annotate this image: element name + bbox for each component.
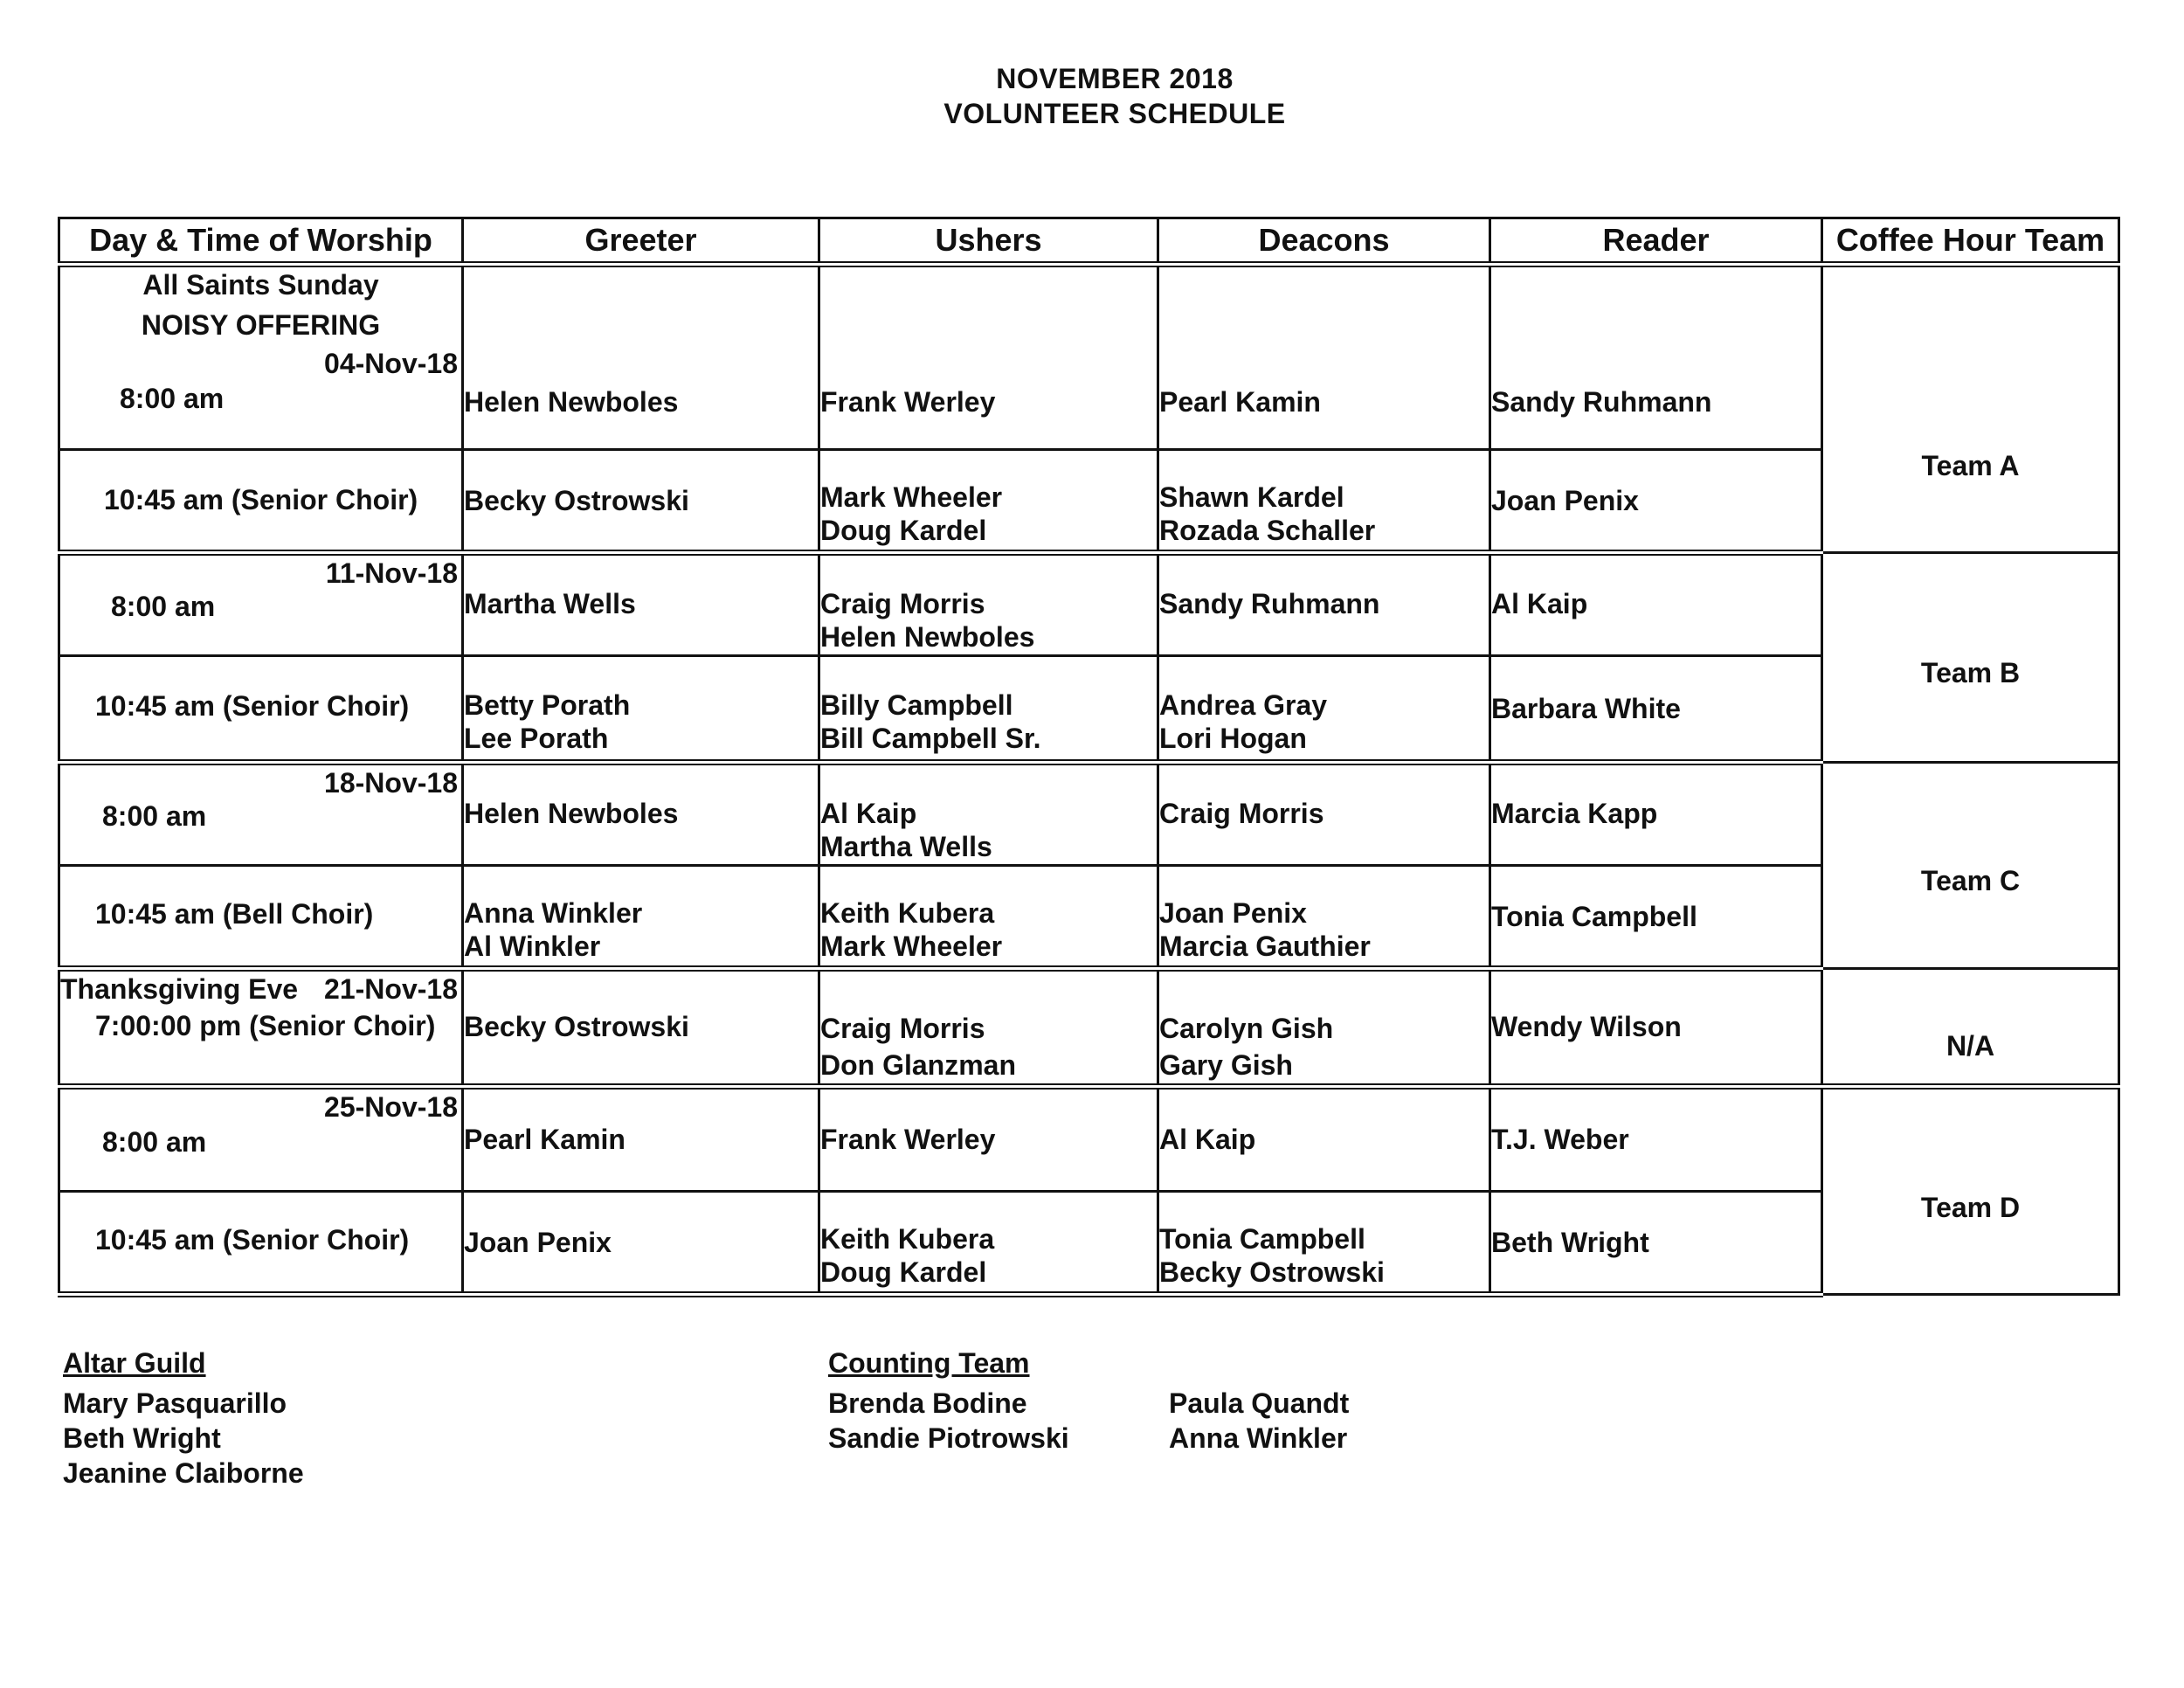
- volunteer-name: Marcia Gauthier: [1159, 930, 1371, 962]
- reader-cell: [1490, 763, 1822, 866]
- worship-day-time: [59, 866, 463, 969]
- event-name: All Saints Sunday: [142, 269, 379, 301]
- worship-day-time: [59, 656, 463, 763]
- volunteer-name: Barbara White: [1491, 692, 1681, 724]
- list-item: Anna Winkler: [1169, 1422, 1348, 1454]
- deacons-cell: [1158, 656, 1490, 763]
- service-date: 04-Nov-18: [324, 348, 458, 379]
- greeter-cell: [463, 450, 819, 553]
- worship-day-time: [59, 1087, 463, 1192]
- table-row: [59, 1087, 2119, 1192]
- volunteer-name: Sandy Ruhmann: [1491, 385, 1712, 418]
- ushers-cell: [819, 450, 1158, 553]
- header-coffee-hour-team: Coffee Hour Team: [1822, 218, 2119, 265]
- deacons-cell: [1158, 450, 1490, 553]
- coffee-hour-team-cell: Team D: [1822, 1087, 2119, 1295]
- header-greeter: Greeter: [463, 218, 819, 265]
- service-date: 11-Nov-18: [325, 557, 458, 589]
- table-row: [59, 553, 2119, 656]
- volunteer-name: Craig Morris: [820, 588, 985, 619]
- coffee-hour-team-cell: Team C: [1822, 763, 2119, 969]
- ushers-cell: [819, 763, 1158, 866]
- list-item: Sandie Piotrowski: [828, 1422, 1069, 1454]
- volunteer-name: Helen Newboles: [464, 385, 679, 418]
- volunteer-name: Pearl Kamin: [464, 1124, 625, 1155]
- volunteer-name: Carolyn Gish: [1159, 1013, 1334, 1044]
- deacons-cell: [1158, 265, 1490, 450]
- greeter-cell: [463, 1192, 819, 1295]
- header-deacons: Deacons: [1158, 218, 1490, 265]
- service-time: 7:00:00 pm (Senior Choir): [95, 1010, 436, 1041]
- reader-cell: [1490, 450, 1822, 553]
- volunteer-name: Al Kaip: [1159, 1124, 1256, 1155]
- ushers-cell: [819, 969, 1158, 1087]
- worship-day-time: [59, 1192, 463, 1295]
- volunteer-schedule-table: [58, 217, 2120, 1297]
- greeter-cell: [463, 969, 819, 1087]
- volunteer-name: Don Glanzman: [820, 1049, 1017, 1081]
- volunteer-name: Sandy Ruhmann: [1159, 588, 1380, 619]
- worship-day-time: [59, 969, 463, 1087]
- reader-cell: [1490, 866, 1822, 969]
- header-ushers: Ushers: [819, 218, 1158, 265]
- volunteer-name: Tonia Campbell: [1491, 900, 1697, 932]
- volunteer-name: Keith Kubera: [820, 1222, 995, 1255]
- volunteer-name: Becky Ostrowski: [464, 484, 689, 516]
- volunteer-name: Gary Gish: [1159, 1049, 1293, 1081]
- volunteer-name: Doug Kardel: [820, 514, 987, 546]
- service-date: 18-Nov-18: [324, 767, 458, 799]
- service-time: 8:00 am: [120, 383, 225, 414]
- reader-cell: [1490, 1087, 1822, 1192]
- volunteer-name: Lee Porath: [464, 722, 609, 754]
- volunteer-name: T.J. Weber: [1491, 1124, 1629, 1155]
- worship-day-time: [59, 553, 463, 656]
- volunteer-name: Al Kaip: [1491, 588, 1588, 619]
- greeter-cell: [463, 656, 819, 763]
- table-row: [59, 450, 2119, 553]
- volunteer-name: Martha Wells: [820, 831, 992, 862]
- service-date: 25-Nov-18: [324, 1091, 458, 1123]
- volunteer-name: Frank Werley: [820, 385, 996, 418]
- volunteer-name: Joan Penix: [1159, 896, 1307, 929]
- worship-day-time: [59, 450, 463, 553]
- service-time: 8:00 am: [111, 591, 216, 622]
- greeter-cell: [463, 1087, 819, 1192]
- volunteer-name: Bill Campbell Sr.: [820, 722, 1041, 754]
- reader-cell: [1490, 553, 1822, 656]
- table-row: [59, 866, 2119, 969]
- deacons-cell: [1158, 553, 1490, 656]
- volunteer-name: Keith Kubera: [820, 896, 995, 929]
- counting-team-heading: Counting Team: [828, 1347, 1030, 1379]
- volunteer-name: Doug Kardel: [820, 1256, 987, 1288]
- ushers-cell: [819, 866, 1158, 969]
- table-row: [59, 969, 2119, 1087]
- ushers-cell: [819, 1087, 1158, 1192]
- header-day-time: Day & Time of Worship: [59, 218, 463, 265]
- table-header-row: [59, 218, 2119, 265]
- counting-team-section-col2: [1169, 1386, 1349, 1456]
- volunteer-name: Wendy Wilson: [1491, 1011, 1682, 1042]
- event-name: Thanksgiving Eve: [60, 973, 299, 1005]
- list-item: Beth Wright: [63, 1422, 221, 1454]
- volunteer-name: Al Winkler: [464, 930, 601, 962]
- volunteer-name: Andrea Gray: [1159, 688, 1328, 721]
- service-time: 10:45 am (Senior Choir): [95, 690, 410, 722]
- page-subtitle: VOLUNTEER SCHEDULE: [943, 98, 1286, 129]
- table-row: [59, 656, 2119, 763]
- volunteer-name: Anna Winkler: [464, 896, 643, 929]
- service-time: 10:45 am (Senior Choir): [95, 1224, 410, 1256]
- coffee-hour-team-cell: Team A: [1822, 265, 2119, 553]
- table-row: [59, 1192, 2119, 1295]
- page-title: NOVEMBER 2018: [996, 63, 1234, 94]
- coffee-hour-team-cell: Team B: [1822, 553, 2119, 763]
- deacons-cell: [1158, 763, 1490, 866]
- volunteer-name: Rozada Schaller: [1159, 514, 1376, 546]
- deacons-cell: [1158, 1087, 1490, 1192]
- worship-day-time: [59, 763, 463, 866]
- list-item: Jeanine Claiborne: [63, 1457, 304, 1489]
- greeter-cell: [463, 763, 819, 866]
- volunteer-name: Al Kaip: [820, 798, 917, 829]
- volunteer-name: Pearl Kamin: [1159, 385, 1321, 418]
- list-item: Mary Pasquarillo: [63, 1387, 287, 1419]
- volunteer-name: Betty Porath: [464, 688, 631, 721]
- greeter-cell: [463, 553, 819, 656]
- ushers-cell: [819, 553, 1158, 656]
- volunteer-name: Becky Ostrowski: [464, 1011, 689, 1042]
- service-time: 8:00 am: [102, 1126, 207, 1158]
- volunteer-name: Helen Newboles: [820, 621, 1035, 653]
- ushers-cell: [819, 1192, 1158, 1295]
- service-time: 10:45 am (Senior Choir): [104, 484, 418, 515]
- table-row: [59, 265, 2119, 450]
- volunteer-name: Shawn Kardel: [1159, 481, 1344, 513]
- reader-cell: [1490, 1192, 1822, 1295]
- deacons-cell: [1158, 866, 1490, 969]
- coffee-hour-team-cell: N/A: [1822, 969, 2119, 1087]
- worship-day-time: [59, 265, 463, 450]
- volunteer-name: Mark Wheeler: [820, 930, 1003, 962]
- greeter-cell: [463, 265, 819, 450]
- volunteer-name: Marcia Kapp: [1491, 798, 1658, 829]
- table-row: [59, 763, 2119, 866]
- volunteer-name: Tonia Campbell: [1159, 1222, 1365, 1255]
- service-date: 21-Nov-18: [324, 973, 458, 1005]
- counting-team-section: [828, 1346, 1069, 1456]
- event-note: NOISY OFFERING: [141, 309, 381, 341]
- deacons-cell: [1158, 1192, 1490, 1295]
- service-time: 10:45 am (Bell Choir): [95, 898, 374, 930]
- header-reader: Reader: [1490, 218, 1822, 265]
- greeter-cell: [463, 866, 819, 969]
- reader-cell: [1490, 656, 1822, 763]
- volunteer-name: Becky Ostrowski: [1159, 1256, 1385, 1288]
- altar-guild-heading: Altar Guild: [63, 1347, 206, 1379]
- list-item: Brenda Bodine: [828, 1387, 1027, 1419]
- list-item: Paula Quandt: [1169, 1387, 1350, 1419]
- volunteer-name: Billy Campbell: [820, 688, 1013, 721]
- ushers-cell: [819, 656, 1158, 763]
- volunteer-name: Helen Newboles: [464, 798, 679, 829]
- volunteer-name: Mark Wheeler: [820, 481, 1003, 513]
- ushers-cell: [819, 265, 1158, 450]
- deacons-cell: [1158, 969, 1490, 1087]
- reader-cell: [1490, 265, 1822, 450]
- volunteer-name: Beth Wright: [1491, 1226, 1649, 1258]
- reader-cell: [1490, 969, 1822, 1087]
- altar-guild-section: [63, 1346, 304, 1491]
- volunteer-name: Martha Wells: [464, 588, 636, 619]
- volunteer-name: Craig Morris: [1159, 798, 1324, 829]
- volunteer-name: Joan Penix: [464, 1226, 612, 1258]
- volunteer-name: Lori Hogan: [1159, 722, 1307, 754]
- volunteer-name: Frank Werley: [820, 1124, 996, 1155]
- volunteer-name: Joan Penix: [1491, 484, 1639, 516]
- volunteer-name: Craig Morris: [820, 1013, 985, 1044]
- service-time: 8:00 am: [102, 800, 207, 832]
